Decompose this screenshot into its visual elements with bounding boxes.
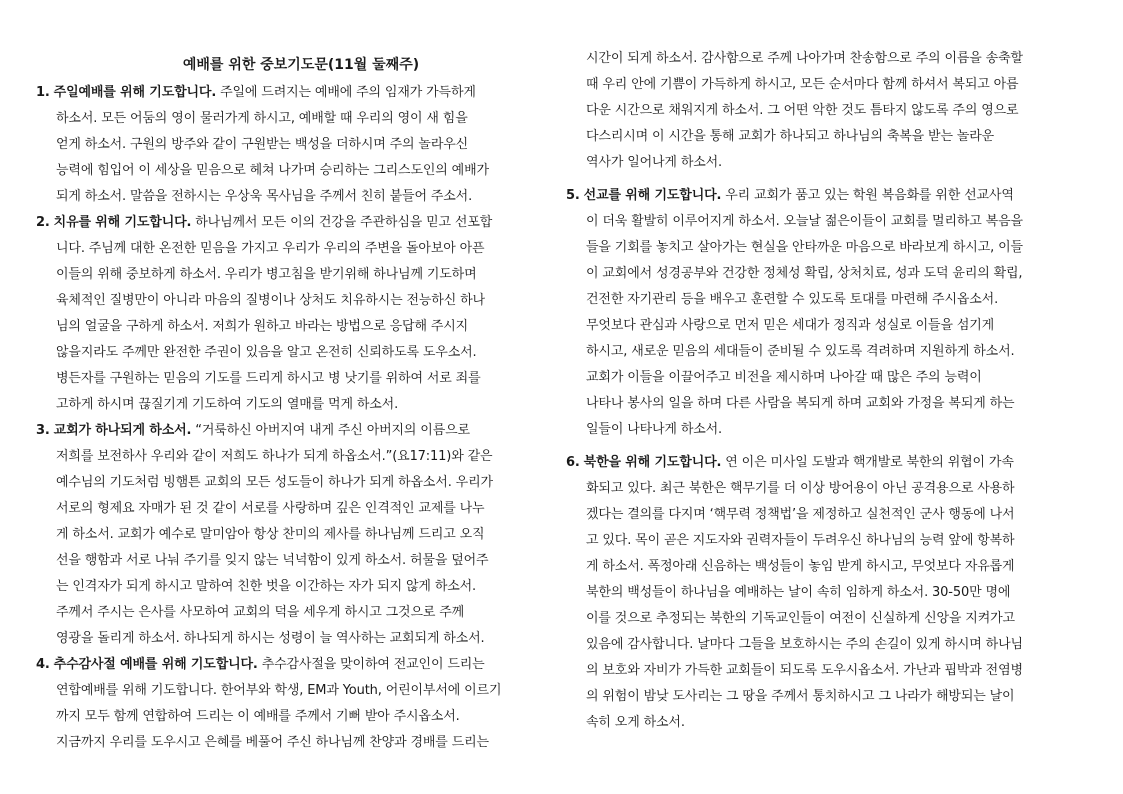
section-text-line: 는 인격자가 되게 하시고 말하여 친한 벗을 이간하는 자가 되지 않게 하소서. (56, 579, 477, 594)
section-number: 6. (566, 455, 580, 470)
section-number: 3. (36, 423, 50, 438)
section-text-line: 이 더욱 활발히 이루어지게 하소서. 오늘날 젊은이들이 교회를 멀리하고 복음을 (586, 214, 1023, 229)
section-text-line: 서로의 형제요 자매가 된 것 같이 서로를 사랑하며 깊은 인격적인 교제를 나누 (56, 501, 485, 516)
section-text-line: 들을 기회를 놓치고 살아가는 현실을 안타까운 마음으로 바라보게 하시고, 이들 (586, 240, 1023, 255)
section-text-line: 북한의 백성들이 하나님을 예배하는 날이 속히 임하게 하소서. 30-50만 명에 (586, 585, 1011, 600)
section-text: 우리 교회가 품고 있는 학원 복음화를 위한 선교사역 (721, 188, 1014, 203)
section-text-line: 게 하소서. 폭정아래 신음하는 백성들이 놓임 받게 하시고, 무엇보다 자유롭게 (586, 559, 1015, 574)
section-text-line: 게 하소서. 교회가 예수로 말미암아 항상 찬미의 제사를 하나님께 드리고 오직 (56, 527, 485, 542)
section-text-line: 고하게 하시며 끊질기게 기도하여 기도의 열매를 먹게 하소서. (56, 397, 399, 412)
section-number: 4. (36, 657, 50, 672)
section-text-line: 이를 것으로 추정되는 북한의 기독교인들이 여전이 신실하게 신앙을 지켜가고 (586, 611, 1015, 626)
section-text: 추수감사절을 맞이하여 전교인이 드리는 (257, 657, 485, 672)
section-text-line: 지금까지 우리를 도우시고 은혜를 베풀어 주신 하나님께 찬양과 경배를 드리는 (56, 735, 489, 750)
section-number: 5. (566, 188, 580, 203)
section-text-line: 건전한 자기관리 등을 배우고 훈련할 수 있도록 토대를 마련해 주시옵소서. (586, 292, 999, 307)
section-text-line: 병든자를 구원하는 믿음의 기도를 드리게 하시고 병 낫기를 위하여 서로 죄를 (56, 371, 481, 386)
section-heading: 치유를 위해 기도합니다. (53, 215, 192, 230)
section-text-line: 겠다는 결의를 다지며 ‘핵무력 정책법’을 제정하고 실천적인 군사 행동에 나서 (586, 507, 1015, 522)
section-text-line: 이들의 위해 중보하게 하소서. 우리가 병고침을 받기위해 하나님께 기도하며 (56, 267, 477, 282)
section-text-line: 되게 하소서. 말씀을 전하시는 우상욱 목사님을 주께서 친히 붙들어 주소서. (56, 189, 473, 204)
section-text-line: 교회가 이들을 이끌어주고 비전을 제시하며 나아갈 때 많은 주의 능력이 (586, 370, 982, 385)
section-text-line: 때 우리 안에 기쁨이 가득하게 하시고, 모든 순서마다 함께 하셔서 복되고 아름 (586, 77, 1019, 92)
section-text: 하나님께서 모든 이의 건강을 주관하심을 믿고 선포합 (191, 215, 493, 230)
page-title: 예배를 위한 중보기도문(11월 둘째주) (182, 57, 420, 73)
section-text-line: 무엇보다 관심과 사랑으로 먼저 믿은 세대가 정직과 성실로 이들을 섬기게 (586, 318, 995, 333)
section-heading: 주일예배를 위해 기도합니다. (53, 85, 217, 100)
section-text-line: 육체적인 질병만이 아니라 마음의 질병이나 상처도 치유하시는 전능하신 하나 (56, 293, 485, 308)
section-text-line: 의 보호와 자비가 가득한 교회들이 되도록 도우시옵소서. 가난과 핍박과 전염병 (586, 663, 1023, 678)
section-text-line: 하시고, 새로운 믿음의 세대들이 준비될 수 있도록 격려하며 지원하게 하소서. (586, 344, 1015, 359)
section-text-line: 님의 얼굴을 구하게 하소서. 저희가 원하고 바라는 방법으로 응답해 주시지 (56, 319, 469, 334)
section-text-line: 않을지라도 주께만 완전한 주권이 있음을 알고 온전히 신뢰하도록 도우소서. (56, 345, 477, 360)
section-text-line: 연합예배를 위해 기도합니다. 한어부와 학생, EM과 Youth, 어린이부서에 이르기 (56, 683, 502, 698)
section-text-line: 능력에 힘입어 이 세상을 믿음으로 헤쳐 나가며 승리하는 그리스도인의 예배가 (56, 163, 489, 178)
section-text-line: 다운 시간으로 채워지게 하소서. 그 어떤 악한 것도 틈타지 않도록 주의 영으로 (586, 103, 1019, 118)
section-5-first-line (566, 183, 1014, 209)
section-text: “거룩하신 아버지여 내게 주신 아버지의 이름으로 (191, 423, 470, 438)
section-text-line: 영광을 돌리게 하소서. 하나되게 하시는 성령이 늘 역사하는 교회되게 하소서. (56, 631, 485, 646)
section-text-line: 의 위험이 밤낮 도사리는 그 땅을 주께서 통치하시고 그 나라가 해방되는 날이 (586, 689, 1015, 704)
section-text-line: 니다. 주님께 대한 온전한 믿음을 가지고 우리가 우리의 주변을 돌아보아 아픈 (56, 241, 485, 256)
section-text-line: 하소서. 모든 어둠의 영이 물러가게 하시고, 예배할 때 우리의 영이 새 힘을 (56, 111, 468, 126)
section-text: 주일에 드려지는 예배에 주의 임재가 가득하게 (216, 85, 476, 100)
section-text-line: 나타나 봉사의 일을 하며 다른 사람을 복되게 하며 교회와 가정을 복되게 하는 (586, 396, 1015, 411)
section-3-first-line (36, 418, 470, 444)
section-1-first-line (36, 80, 476, 106)
section-heading: 선교를 위해 기도합니다. (583, 188, 722, 203)
section-text-line: 있음에 감사합니다. 날마다 그들을 보호하시는 주의 손길이 있게 하시며 하나님 (586, 637, 1023, 652)
section-number: 2. (36, 215, 50, 230)
section-text-line: 일들이 나타나게 하소서. (586, 422, 723, 437)
section-text-line: 화되고 있다. 최근 북한은 핵무기를 더 이상 방어용이 아닌 공격용으로 사용하 (586, 481, 1015, 496)
section-heading: 북한을 위해 기도합니다. (583, 455, 722, 470)
section-text-line: 예수님의 기도처럼 빙햄튼 교회의 모든 성도들이 하나가 되게 하옵소서. 우리가 (56, 475, 493, 490)
section-2-first-line (36, 210, 492, 236)
section-4-first-line (36, 652, 485, 678)
section-text-line: 속히 오게 하소서. (586, 715, 685, 730)
section-text-line: 까지 모두 함께 연합하여 드리는 이 예배를 주께서 기뻐 받아 주시옵소서. (56, 709, 460, 724)
section-text-line: 주께서 주시는 은사를 사모하여 교회의 덕을 세우게 하시고 그것으로 주께 (56, 605, 465, 620)
section-text-line: 다스리시며 이 시간을 통해 교회가 하나되고 하나님의 축복을 받는 놀라운 (586, 129, 995, 144)
section-text-line: 시간이 되게 하소서. 감사함으로 주께 나아가며 찬송함으로 주의 이름을 송축할 (586, 51, 1023, 66)
section-text: 연 이은 미사일 도발과 핵개발로 북한의 위협이 가속 (721, 455, 1014, 470)
section-6-first-line (566, 450, 1014, 476)
section-text-line: 고 있다. 목이 곧은 지도자와 권력자들이 두려우신 하나님의 능력 앞에 항복하 (586, 533, 1015, 548)
section-number: 1. (36, 85, 50, 100)
section-text-line: 역사가 일어나게 하소서. (586, 155, 723, 170)
section-text-line: 저희를 보전하사 우리와 같이 저희도 하나가 되게 하옵소서.”(요17:11)와 같은 (56, 449, 493, 464)
section-text-line: 이 교회에서 성경공부와 건강한 정체성 확립, 상처치료, 성과 도덕 윤리의 확립, (586, 266, 1023, 281)
section-heading: 교회가 하나되게 하소서. (53, 423, 192, 438)
section-heading: 추수감사절 예배를 위해 기도합니다. (53, 657, 258, 672)
section-text-line: 얻게 하소서. 구원의 방주와 같이 구원받는 백성을 더하시며 주의 놀라우신 (56, 137, 469, 152)
section-text-line: 선을 행함과 서로 나눠 주기를 잊지 않는 넉넉함이 있게 하소서. 허물을 덮어주 (56, 553, 489, 568)
